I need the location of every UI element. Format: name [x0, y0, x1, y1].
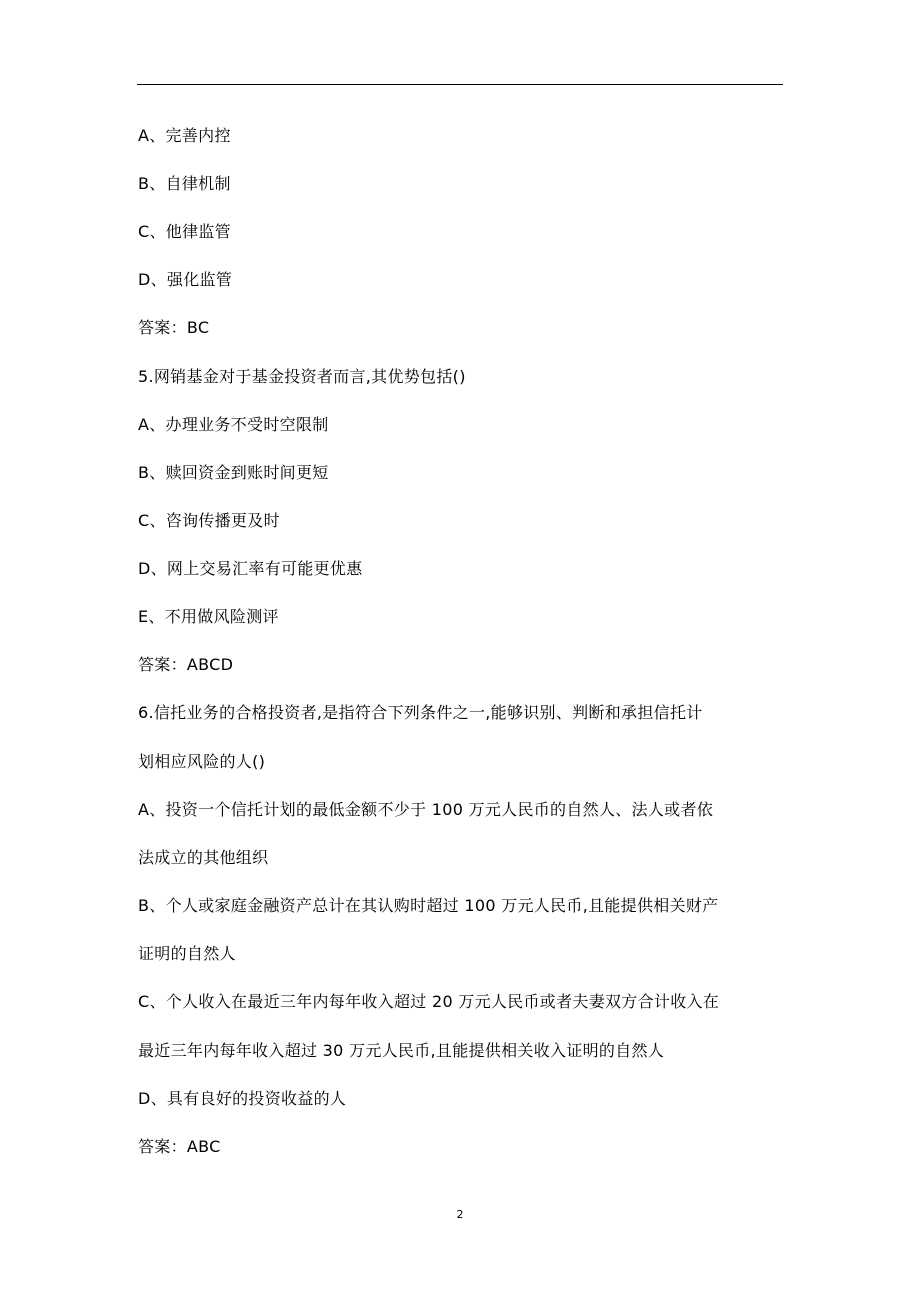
option-d-q6: D、具有良好的投资收益的人 [138, 1089, 347, 1108]
option-b-q6-line-2: 证明的自然人 [138, 944, 236, 963]
page-number: 2 [456, 1208, 464, 1221]
option-c-q6-line-2: 最近三年内每年收入超过 30 万元人民币,且能提供相关收入证明的自然人 [138, 1041, 665, 1060]
question-5: 5.网销基金对于基金投资者而言,其优势包括() [138, 367, 466, 386]
question-6-line-2: 划相应风险的人() [138, 752, 266, 771]
option-e-q5: E、不用做风险测评 [138, 607, 279, 626]
answer-q4: 答案：BC [138, 318, 210, 337]
option-d-q5: D、网上交易汇率有可能更优惠 [138, 559, 363, 578]
option-a-q5: A、办理业务不受时空限制 [138, 415, 329, 434]
option-a-q6-line-2: 法成立的其他组织 [138, 848, 269, 867]
option-c-q6-line-1: C、个人收入在最近三年内每年收入超过 20 万元人民币或者夫妻双方合计收入在 [138, 992, 720, 1011]
option-d-q4: D、强化监管 [138, 270, 233, 289]
option-b-q6-line-1: B、个人或家庭金融资产总计在其认购时超过 100 万元人民币,且能提供相关财产 [138, 896, 719, 915]
option-c-q4: C、他律监管 [138, 222, 231, 241]
option-a-q4: A、完善内控 [138, 126, 231, 145]
option-a-q6-line-1: A、投资一个信托计划的最低金额不少于 100 万元人民币的自然人、法人或者依 [138, 800, 714, 819]
answer-q6: 答案：ABC [138, 1137, 221, 1156]
answer-q5: 答案：ABCD [138, 655, 234, 674]
question-6-line-1: 6.信托业务的合格投资者,是指符合下列条件之一,能够识别、判断和承担信托计 [138, 703, 703, 722]
option-b-q4: B、自律机制 [138, 174, 231, 193]
header-rule [137, 84, 783, 85]
option-b-q5: B、赎回资金到账时间更短 [138, 463, 329, 482]
option-c-q5: C、咨询传播更及时 [138, 511, 280, 530]
